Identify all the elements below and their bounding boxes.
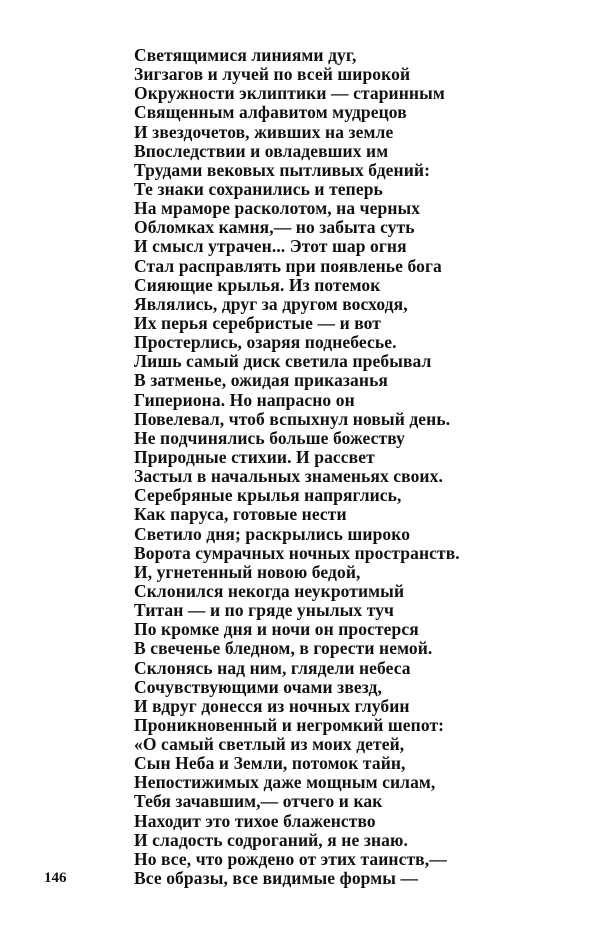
poem-line: И звездочетов, живших на земле [134, 121, 394, 142]
poem-line: Обломках камня,— но забыта суть [134, 217, 415, 238]
poem-line: По кромке дня и ночи он простерся [134, 619, 419, 640]
poem-line: Являлись, друг за другом восходя, [134, 293, 408, 314]
poem-line: Окружности эклиптики — старинным [134, 83, 445, 104]
poem-line: Сияющие крылья. Из потемок [134, 274, 381, 295]
poem-line: Те знаки сохранились и теперь [134, 178, 383, 199]
poem-line: Но все, что рождено от этих таинств,— [134, 848, 447, 869]
poem-line: Склонился некогда неукротимый [134, 580, 405, 601]
poem-line: «О самый светлый из моих детей, [134, 734, 405, 755]
poem-line: Светящимися линиями дуг, [134, 45, 357, 65]
poem-line: В свеченье бледном, в горести немой. [134, 638, 433, 659]
poem-line: Склонясь над ним, глядели небеса [134, 657, 411, 678]
poem-line: Сочувствующими очами звезд, [134, 676, 382, 697]
page-number: 146 [44, 870, 67, 886]
poem-line: Светило дня; раскрылись широко [134, 523, 411, 544]
poem-line: Повелевал, чтоб вспыхнул новый день. [134, 408, 451, 429]
poem-line: В затменье, ожидая приказанья [134, 370, 389, 391]
poem-line: Ворота сумрачных ночных пространств. [134, 542, 460, 563]
poem-line: Все образы, все видимые формы — [134, 868, 419, 889]
poem-line: Трудами вековых пытливых бдений: [134, 159, 431, 180]
poem-line: И смысл утрачен... Этот шар огня [134, 236, 407, 257]
poem-line: Природные стихии. И рассвет [134, 446, 375, 467]
poem-line: Не подчинялись больше божеству [134, 427, 406, 448]
poem-line: Зигзагов и лучей по всей широкой [134, 64, 411, 85]
poem-line: На мраморе расколотом, на черных [134, 198, 421, 219]
poem-line: И сладость содроганий, я не знаю. [134, 829, 408, 850]
poem-line: Впоследствии и овладевших им [134, 140, 389, 161]
poem-line: И, угнетенный новою бедой, [134, 561, 361, 582]
poem-line: Находит это тихое блаженство [134, 810, 376, 831]
poem-line: Титан — и по гряде унылых туч [134, 600, 395, 621]
poem-line: Тебя зачавшим,— отчего и как [134, 791, 383, 812]
poem-line: Застыл в начальных знаменьях своих. [134, 466, 443, 487]
poem-line: Проникновенный и негромкий шепот: [134, 714, 445, 735]
poem-line: Священным алфавитом мудрецов [134, 102, 407, 123]
poem-line: Их перья серебристые — и вот [134, 312, 381, 333]
poem-line: Лишь самый диск светила пребывал [134, 351, 432, 372]
poem-line: Гипериона. Но напрасно он [134, 389, 355, 410]
poem-line: Непостижимых даже мощным силам, [134, 772, 436, 793]
poem-line: Сын Неба и Земли, потомок тайн, [134, 753, 406, 774]
poem-text [134, 46, 574, 888]
poem-line: И вдруг донесся из ночных глубин [134, 695, 410, 716]
poem-line: Как паруса, готовые нести [134, 504, 347, 525]
poem-line: Стал расправлять при появленье бога [134, 255, 442, 276]
poem-line: Серебряные крылья напряглись, [134, 485, 402, 506]
poem-line: Простерлись, озаряя поднебесье. [134, 332, 397, 353]
